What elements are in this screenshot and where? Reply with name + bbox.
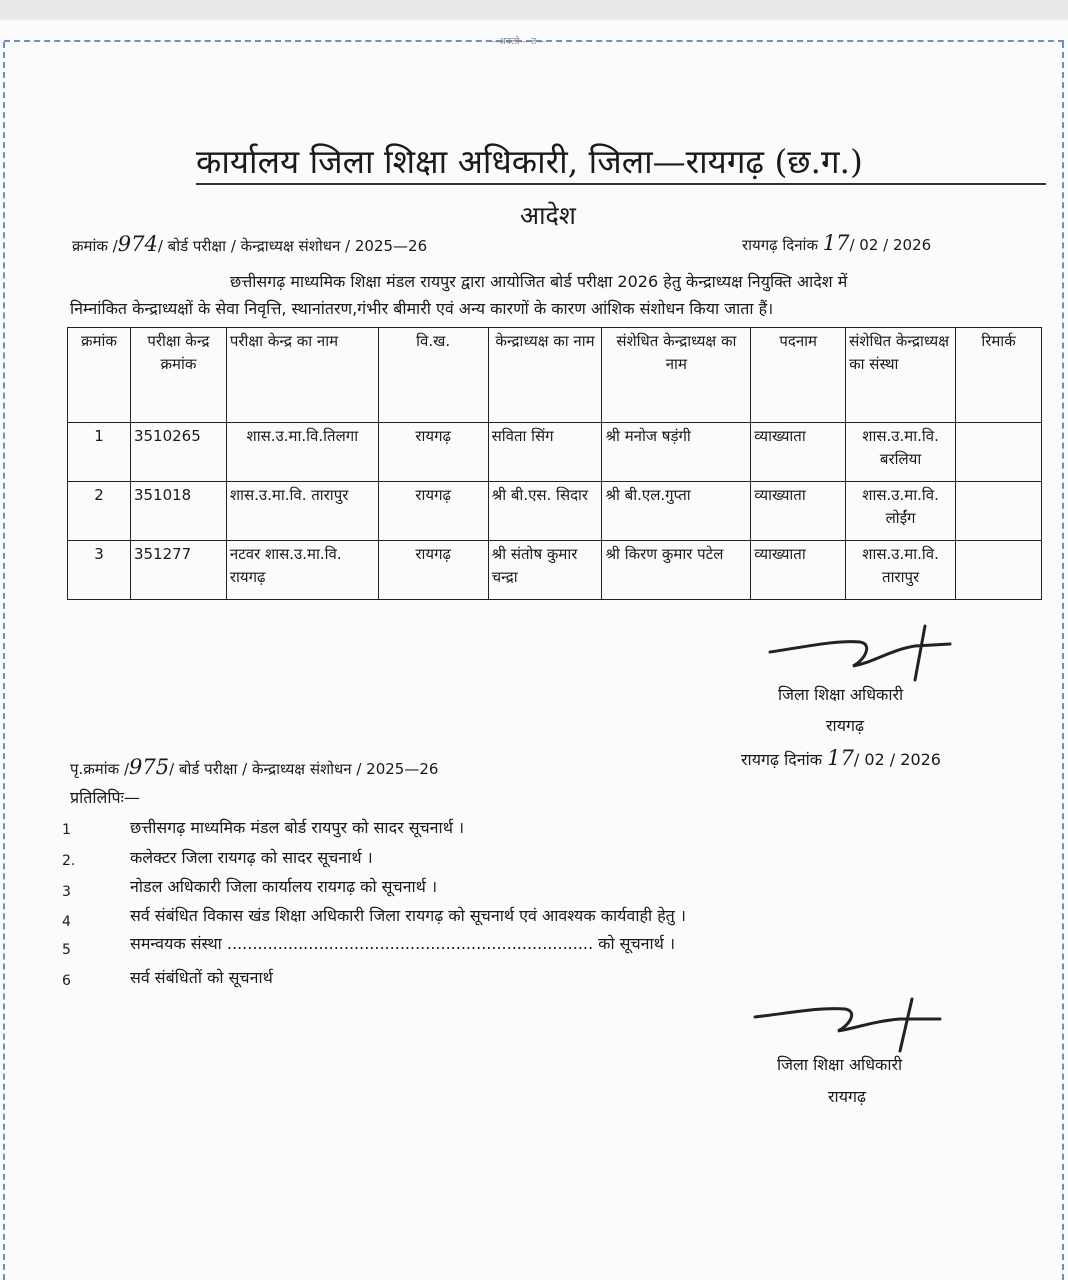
cell-superintendent: श्री बी.एस. सिदार [488, 482, 602, 541]
title-underline [196, 183, 1046, 185]
copy-item-number: 6 [62, 973, 71, 989]
table-row [68, 423, 1042, 482]
signature2-designation: जिला शिक्षा अधिकारी [777, 1055, 903, 1074]
cell-block: रायगढ़ [378, 423, 488, 482]
order-ref-suffix: / बोर्ड परीक्षा / केन्द्राध्यक्ष संशोधन / 2025—26 [157, 237, 428, 255]
order-reference [72, 232, 427, 256]
cell-designation: व्याख्याता [751, 482, 846, 541]
order-date-rest: / 02 / 2026 [849, 236, 932, 254]
page-border-right [1062, 42, 1064, 1280]
cell-centre-name: नटवर शास.उ.मा.वि. रायगढ़ [226, 541, 378, 600]
copy-reference [70, 755, 438, 779]
copy-item-number: 4 [62, 914, 71, 930]
cell-remark [956, 541, 1042, 600]
copy-item-text: नोडल अधिकारी जिला कार्यालय रायगढ़ को सूचनार्थ । [130, 877, 438, 896]
officer-signature [765, 622, 955, 684]
cell-serial: 1 [68, 423, 131, 482]
table-row [68, 541, 1042, 600]
copy-ref-prefix: पृ.क्रमांक / [70, 760, 130, 778]
order-date-prefix: रायगढ़ दिनांक [742, 236, 818, 254]
revision-table [67, 327, 1042, 600]
cell-revised-superintendent: श्री बी.एल.गुप्ता [602, 482, 751, 541]
cell-centre-code: 3510265 [130, 423, 226, 482]
signature1-date-prefix: रायगढ़ दिनांक [741, 750, 823, 769]
cell-serial: 2 [68, 482, 131, 541]
officer-signature-2 [750, 995, 945, 1055]
copy-item-number: 3 [62, 884, 71, 900]
page-border-left [3, 42, 5, 1280]
signature1-designation: जिला शिक्षा अधिकारी [778, 685, 904, 704]
copy-number: 975 [129, 755, 170, 779]
copy-ref-suffix: / बोर्ड परीक्षा / केन्द्राध्यक्ष संशोधन / 2025—26 [169, 760, 439, 778]
header-cell: क्रमांक [68, 328, 131, 423]
cell-revised-superintendent: श्री मनोज षड़ंगी [602, 423, 751, 482]
order-date-day: 17 [822, 231, 850, 255]
table-header-row [68, 328, 1042, 423]
cell-block: रायगढ़ [378, 482, 488, 541]
cell-centre-name: शास.उ.मा.वि. तारापुर [226, 482, 378, 541]
cell-superintendent: सविता सिंग [488, 423, 602, 482]
copy-item-number: 2. [62, 853, 76, 869]
header-cell: संशेधित केन्द्राध्यक्ष का संस्था [846, 328, 956, 423]
signature1-date-day: 17 [827, 746, 854, 770]
cell-superintendent: श्री संतोष कुमार चन्द्रा [488, 541, 602, 600]
copy-item-text: सर्व संबंधित विकास खंड शिक्षा अधिकारी जिला रायगढ़ को सूचनार्थ एवं आवश्यक कार्यवाही हेतु । [130, 906, 686, 925]
cell-centre-name: शास.उ.मा.वि.तिलगा [226, 423, 378, 482]
cell-centre-code: 351018 [130, 482, 226, 541]
cell-block: रायगढ़ [378, 541, 488, 600]
cell-centre-code: 351277 [130, 541, 226, 600]
header-cell: परीक्षा केन्द्र का नाम [226, 328, 378, 423]
cell-revised-institution: शास.उ.मा.वि. तारापुर [846, 541, 956, 600]
cell-designation: व्याख्याता [751, 423, 846, 482]
copy-item-number: 5 [62, 942, 71, 958]
header-cell: केन्द्राध्यक्ष का नाम [488, 328, 602, 423]
order-date [742, 231, 931, 255]
copy-item-text: सर्व संबंधितों को सूचनार्थ [130, 968, 273, 987]
header-cell: पदनाम [751, 328, 846, 423]
intro-line-2: निम्नांकित केन्द्राध्यक्षों के सेवा निवृत्ति, स्थानांतरण,गंभीर बीमारी एवं अन्य कारणों के कारण आंशिक संशोधन किया जाता हैं। [70, 299, 774, 318]
header-cell: रिमार्क [956, 328, 1042, 423]
header-cell: वि.ख. [378, 328, 488, 423]
signature2-place: रायगढ़ [828, 1087, 866, 1106]
table-row [68, 482, 1042, 541]
header-cell: परीक्षा केन्द्र क्रमांक [130, 328, 226, 423]
cell-revised-institution: शास.उ.मा.वि. बरलिया [846, 423, 956, 482]
copy-item-text: समन्वयक संस्था ........................................................................ को सूचनार्थ । [130, 934, 676, 953]
intro-paragraph [70, 268, 990, 322]
order-number: 974 [117, 232, 158, 256]
copy-item-text: कलेक्टर जिला रायगढ़ को सादर सूचनार्थ । [130, 848, 373, 867]
signature1-date-rest: / 02 / 2026 [853, 750, 941, 769]
top-band [0, 0, 1068, 18]
cell-revised-superintendent: श्री किरण कुमार पटेल [602, 541, 751, 600]
header-stub-text: —अवलो— त— [490, 37, 546, 47]
cell-serial: 3 [68, 541, 131, 600]
copy-label: प्रतिलिपिः— [70, 788, 140, 807]
header-cell: संशेधित केन्द्राध्यक्ष का नाम [602, 328, 751, 423]
copy-item-number: 1 [62, 822, 71, 838]
cell-remark [956, 482, 1042, 541]
signature1-date [741, 746, 941, 770]
order-ref-prefix: क्रमांक / [72, 237, 118, 255]
order-heading: आदेश [520, 201, 576, 230]
cell-remark [956, 423, 1042, 482]
cell-designation: व्याख्याता [751, 541, 846, 600]
signature1-place: रायगढ़ [826, 716, 864, 735]
office-title: कार्यालय जिला शिक्षा अधिकारी, जिला—रायगढ़ (छ.ग.) [196, 142, 863, 181]
intro-line-1: छत्तीसगढ़ माध्यमिक शिक्षा मंडल रायपुर द्वारा आयोजित बोर्ड परीक्षा 2026 हेतु केन्द्राध्यक्ष नियुक्ति आदेश में [230, 272, 848, 291]
cell-revised-institution: शास.उ.मा.वि. लोईंग [846, 482, 956, 541]
copy-item-text: छत्तीसगढ़ माध्यमिक मंडल बोर्ड रायपुर को सादर सूचनार्थ । [130, 818, 465, 837]
